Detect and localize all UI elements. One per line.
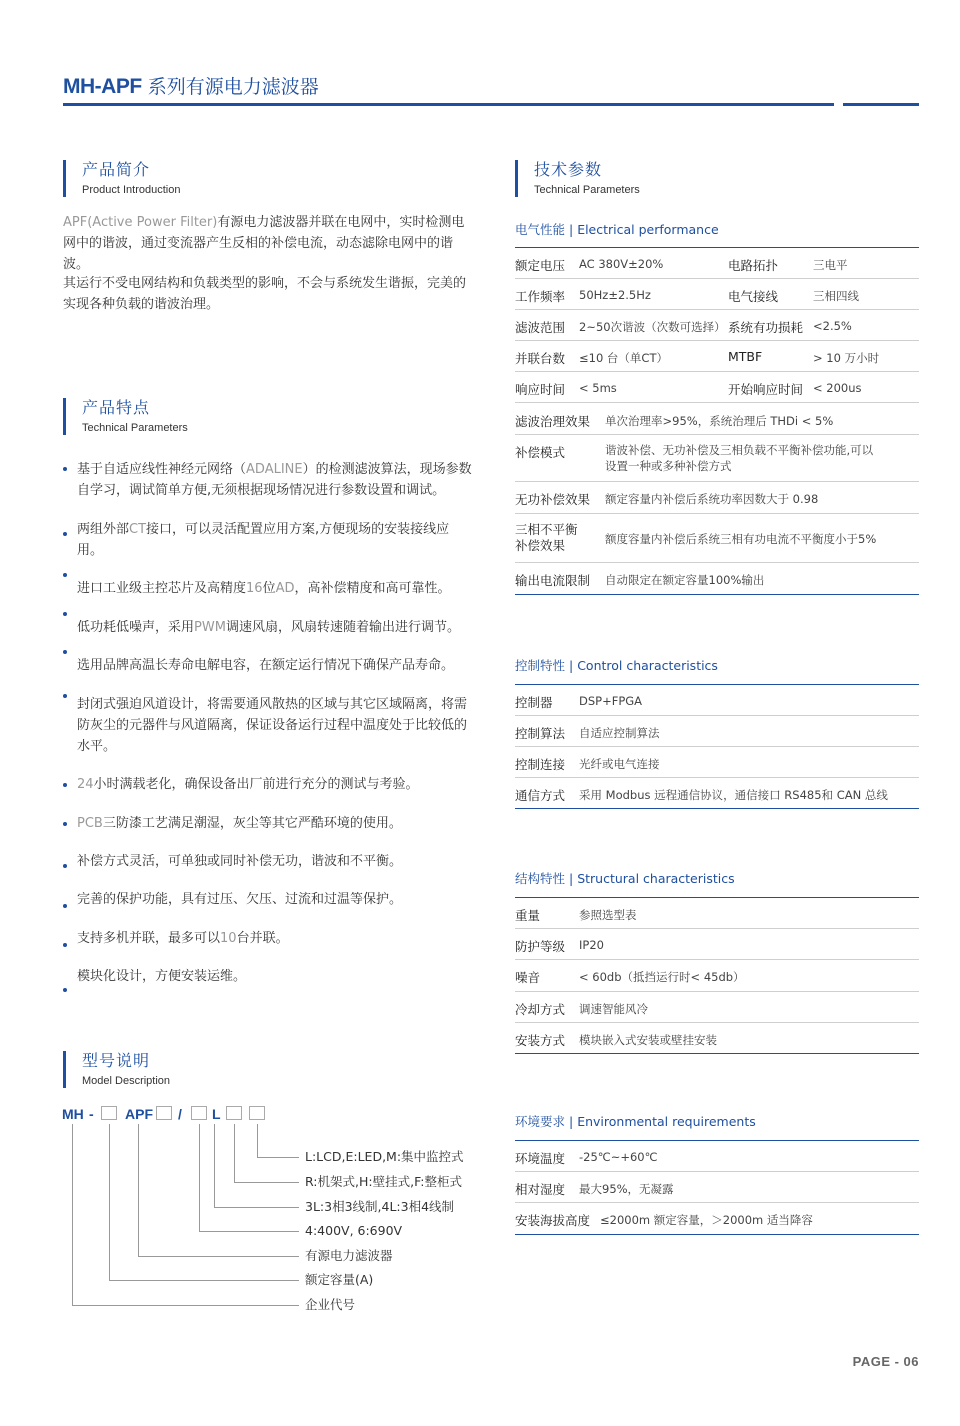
param-value: IP20 [579, 938, 604, 952]
intro-paragraph-2: 其运行不受电网结构和负载类型的影响，不会与系统发生谐振，完美的实现各种负载的谐波治理。 [63, 276, 467, 312]
electrical-heading: 电气性能 | Electrical performance [515, 222, 719, 237]
model-label: 企业代号 [305, 1297, 356, 1312]
code-apf: APF [125, 1106, 153, 1122]
table-row [515, 248, 919, 279]
param-value: < 200us [813, 381, 862, 395]
sub-zh: 环境要求 [515, 1114, 566, 1129]
feature-item [63, 851, 473, 872]
param-key: 补偿模式 [515, 445, 566, 460]
table-row [515, 310, 919, 341]
table-row [515, 929, 919, 960]
bullet-dot [63, 864, 67, 868]
feature-text: ，高补偿精度和高可靠性。 [294, 581, 451, 596]
param-value: 自适应控制算法 [579, 726, 660, 740]
feature-gray: 16 [246, 581, 263, 596]
feature-text: 低功耗低噪声，采用 [77, 620, 195, 635]
table-row [515, 960, 919, 992]
connector [234, 1182, 299, 1183]
feature-item [63, 655, 473, 676]
code-dash: - [89, 1106, 94, 1122]
model-label: 额定容量(A) [305, 1272, 374, 1287]
model-label: 有源电力滤波器 [305, 1248, 393, 1263]
connector [199, 1231, 299, 1232]
feature-text: ）的检测滤波算法，现场参数自学习，调试简单方便,无须根据现场情况进行参数设置和调试。 [77, 462, 472, 498]
feature-text: 模块化设计，方便安装运维。 [77, 969, 247, 984]
code-box-voltage [156, 1106, 172, 1120]
bullet-dot [63, 988, 67, 992]
feature-gray: CT [129, 522, 147, 537]
table-row [515, 1141, 919, 1172]
sub-zh: 结构特性 [515, 871, 566, 886]
param-value: > 10 万小时 [813, 351, 880, 365]
param-key: 噪音 [515, 970, 541, 985]
feature-text: 封闭式强迫风道设计，将需要通风散热的区域与其它区域隔离，将需防灰尘的元器件与风道隔离，保证设备运行过程中温度处于比较低的水平。 [77, 697, 468, 754]
feature-text: 基于自适应线性神经元网络（ [77, 462, 247, 477]
connector [72, 1305, 299, 1306]
feature-item [63, 889, 473, 910]
features-heading [63, 398, 188, 435]
sub-en: Environmental requirements [577, 1114, 756, 1129]
feature-text: 调速风扇，风扇转速随着输出进行调节。 [225, 620, 460, 635]
connector [214, 1124, 215, 1207]
code-box-install [226, 1106, 242, 1120]
model-heading [63, 1051, 170, 1088]
param-key: 控制连接 [515, 757, 566, 772]
model-label: R:机架式,H:壁挂式,F:整柜式 [305, 1174, 463, 1189]
connector [257, 1124, 258, 1157]
param-key: 相对湿度 [515, 1182, 566, 1197]
param-key: 重量 [515, 908, 541, 923]
features-title-en: Technical Parameters [82, 422, 188, 434]
feature-item [63, 578, 473, 599]
bullet-dot [63, 612, 67, 616]
param-value: DSP+FPGA [579, 694, 643, 708]
param-key: 开始响应时间 [728, 382, 804, 397]
page-title [63, 72, 319, 99]
code-slash: / [178, 1106, 182, 1122]
feature-gray: PWM [194, 620, 226, 635]
intro-paragraph-1 [63, 212, 468, 275]
feature-text: 两组外部 [77, 522, 130, 537]
param-value: 额度容量内补偿后系统三相有功电流不平衡度小于5% [605, 532, 877, 546]
connector [138, 1124, 139, 1256]
feature-item [63, 774, 473, 795]
connector [257, 1157, 299, 1158]
table-row [515, 992, 919, 1023]
tech-title-zh: 技术参数 [534, 160, 603, 179]
feature-text: 进口工业级主控芯片及高精度 [77, 581, 247, 596]
param-value: ≤10 台（单CT） [579, 351, 668, 365]
feature-text: 补偿方式灵活，可单独或同时补偿无功，谐波和不平衡。 [77, 854, 403, 869]
bullet-dot [63, 783, 67, 787]
param-value: 参照选型表 [579, 908, 637, 922]
electrical-table [515, 248, 919, 595]
table-row [515, 563, 919, 595]
feature-text: 台并联。 [236, 931, 289, 946]
feature-gray: ADALINE [246, 462, 303, 477]
sub-zh: 电气性能 [515, 222, 566, 237]
table-row [515, 716, 919, 747]
param-value: -25℃~+60℃ [579, 1150, 658, 1164]
table-row [515, 898, 919, 929]
bullet-dot [63, 904, 67, 908]
param-value: 三电平 [813, 258, 848, 272]
tech-title-en: Technical Parameters [534, 184, 640, 196]
features-title-zh: 产品特点 [82, 398, 151, 417]
header-rule [63, 103, 834, 106]
connector [199, 1124, 200, 1231]
table-row [515, 685, 919, 716]
param-key: 控制器 [515, 695, 553, 710]
param-key: 冷却方式 [515, 1002, 566, 1017]
param-key: 输出电流限制 [515, 573, 591, 588]
feature-text: 位 [262, 581, 276, 596]
table-row [515, 435, 919, 482]
param-key: 三相不平衡补偿效果 [515, 522, 578, 553]
bullet-dot [63, 467, 67, 471]
param-value: 三相四线 [813, 289, 859, 303]
model-label: 3L:3相3线制,4L:3相4线制 [305, 1199, 455, 1214]
code-box-display [249, 1106, 265, 1120]
table-row [515, 341, 919, 372]
table-row [515, 747, 919, 778]
bullet-dot [63, 943, 67, 947]
param-key: 通信方式 [515, 788, 566, 803]
param-value: < 5ms [579, 381, 617, 395]
param-value: 单次治理率>95%，系统治理后 THDi < 5% [605, 414, 834, 428]
feature-text: 小时满载老化，确保设备出厂前进行充分的测试与考验。 [93, 777, 419, 792]
param-value: AC 380V±20% [579, 257, 664, 271]
param-key: 控制算法 [515, 726, 566, 741]
feature-gray: 10 [220, 931, 237, 946]
param-value: 额定容量内补偿后系统功率因数大于 0.98 [605, 492, 819, 506]
sub-en: Structural characteristics [577, 871, 735, 886]
code-box-wiring [191, 1106, 207, 1120]
param-key: MTBF [728, 349, 763, 364]
model-title-zh: 型号说明 [82, 1051, 151, 1070]
param-value: 自动限定在额定容量100%输出 [605, 573, 765, 587]
table-row [515, 514, 919, 563]
feature-text: 选用品牌高温长寿命电解电容，在额定运行情况下确保产品寿命。 [77, 658, 455, 673]
param-key: 安装海拔高度 [515, 1213, 591, 1228]
code-box-capacity [101, 1106, 117, 1120]
table-row [515, 1023, 919, 1054]
table-row [515, 372, 919, 403]
bullet-dot [63, 650, 67, 654]
feature-gray: 24 [77, 777, 94, 792]
table-row [515, 778, 919, 809]
feature-gray: AD [275, 581, 295, 596]
param-key: 电气接线 [728, 289, 779, 304]
control-table [515, 685, 919, 809]
feature-gray: PCB [77, 816, 103, 831]
connector [214, 1207, 299, 1208]
feature-item [63, 966, 473, 987]
table-row [515, 1172, 919, 1203]
environment-table [515, 1141, 919, 1235]
param-key: 并联台数 [515, 351, 566, 366]
param-key: 无功补偿效果 [515, 492, 591, 507]
table-row [515, 279, 919, 310]
model-label: L:LCD,E:LED,M:集中监控式 [305, 1149, 464, 1164]
control-heading: 控制特性 | Control characteristics [515, 658, 718, 673]
param-value: 调速智能风冷 [579, 1002, 648, 1016]
param-value: < 60db（抵挡运行时< 45db） [579, 970, 745, 984]
environment-heading: 环境要求 | Environmental requirements [515, 1114, 756, 1129]
param-value: 最大95%，无凝露 [579, 1182, 674, 1196]
model-label: 4:400V, 6:690V [305, 1223, 403, 1238]
feature-text: 接口，可以灵活配置应用方案,方便现场的安装接线应用。 [77, 522, 450, 558]
param-key: 系统有功损耗 [728, 320, 804, 335]
feature-item [63, 813, 473, 834]
param-value: 采用 Modbus 远程通信协议，通信接口 RS485和 CAN 总线 [579, 788, 888, 802]
structural-heading: 结构特性 | Structural characteristics [515, 871, 735, 886]
connector [109, 1124, 110, 1280]
feature-text: 完善的保护功能，具有过压、欠压、过流和过温等保护。 [77, 892, 403, 907]
code-mh: MH [62, 1106, 84, 1122]
structural-table [515, 898, 919, 1054]
table-row [515, 482, 919, 514]
table-row [515, 1203, 919, 1235]
connector [72, 1124, 73, 1305]
tech-heading [515, 160, 640, 197]
feature-item [63, 928, 473, 949]
param-key: 电路拓扑 [728, 258, 779, 273]
header-rule-short [843, 103, 919, 106]
page-number: PAGE - 06 [852, 1354, 919, 1369]
bullet-dot [63, 694, 67, 698]
connector [138, 1256, 299, 1257]
feature-item [63, 519, 473, 561]
param-value: 50Hz±2.5Hz [579, 288, 651, 302]
feature-item [63, 694, 473, 757]
param-value: 2~50次谐波（次数可选择） [579, 320, 726, 334]
bullet-dot [63, 822, 67, 826]
sub-en: Electrical performance [577, 222, 719, 237]
sub-zh: 控制特性 [515, 658, 566, 673]
intro-title-en: Product Introduction [82, 184, 181, 196]
param-key: 响应时间 [515, 382, 566, 397]
model-name: MH-APF [63, 75, 142, 98]
param-value: 谐波补偿、无功补偿及三相负载不平衡补偿功能,可以设置一种或多种补偿方式 [605, 443, 874, 473]
code-l: L [212, 1106, 221, 1122]
param-key: 滤波治理效果 [515, 414, 591, 429]
param-key: 防护等级 [515, 939, 566, 954]
bullet-dot [63, 532, 67, 536]
feature-text: 三防漆工艺满足潮湿，灰尘等其它严酷环境的使用。 [102, 816, 402, 831]
connector [234, 1124, 235, 1182]
param-value: 模块嵌入式安装或壁挂安装 [579, 1033, 717, 1047]
param-key: 额定电压 [515, 258, 566, 273]
param-value: 光纤或电气连接 [579, 757, 660, 771]
param-key: 滤波范围 [515, 320, 566, 335]
feature-text: 支持多机并联，最多可以 [77, 931, 221, 946]
intro-text: 有源电力滤波器并联在电网中，实时检测电网中的谐波，通过变流器产生反相的补偿电流，动态滤除电网中的谐波。 [63, 215, 465, 272]
param-value: <2.5% [813, 319, 852, 333]
model-title-en: Model Description [82, 1075, 171, 1087]
table-row [515, 403, 919, 435]
param-key: 工作频率 [515, 289, 566, 304]
feature-item [63, 459, 473, 501]
intro-heading [63, 160, 180, 197]
bullet-dot [63, 573, 67, 577]
param-key: 环境温度 [515, 1151, 566, 1166]
intro-title-zh: 产品简介 [82, 160, 151, 179]
connector [109, 1280, 299, 1281]
intro-abbr: APF(Active Power Filter) [63, 215, 218, 230]
feature-item [63, 617, 473, 638]
param-value: ≤2000m 额定容量，＞2000m 适当降容 [600, 1213, 813, 1227]
title-text: 系列有源电力滤波器 [147, 76, 319, 98]
param-key: 安装方式 [515, 1033, 566, 1048]
sub-en: Control characteristics [577, 658, 718, 673]
